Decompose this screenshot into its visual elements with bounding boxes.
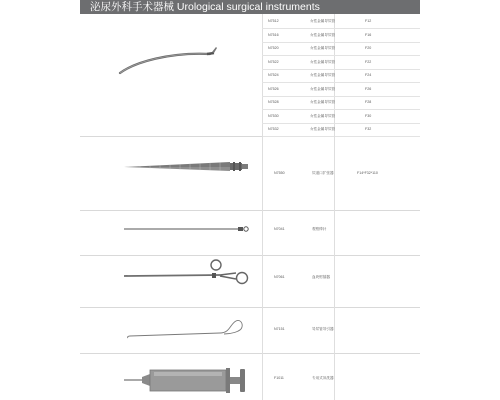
item-code: N7041 bbox=[274, 227, 285, 231]
item-code: N7151 bbox=[274, 327, 285, 331]
section-guide-wire bbox=[80, 307, 420, 354]
item-name: 导尿管导引器 bbox=[312, 327, 334, 331]
item-size: F24 bbox=[365, 73, 372, 77]
guide-wire-icon bbox=[80, 307, 262, 353]
item-name: 女性金属导尿管 bbox=[310, 86, 336, 91]
item-code: N7550 bbox=[274, 171, 285, 175]
straight-rod-icon bbox=[80, 210, 262, 255]
divider bbox=[334, 353, 335, 400]
item-size: F28 bbox=[365, 100, 372, 104]
item-code: N7524 bbox=[268, 73, 279, 77]
item-code: N7516 bbox=[268, 32, 279, 37]
item-name: 女性金属导尿管 bbox=[310, 59, 336, 64]
table-row bbox=[262, 110, 420, 124]
table-row bbox=[262, 56, 420, 70]
item-size: F16 bbox=[365, 32, 372, 37]
item-name: 女性金属导尿管 bbox=[310, 73, 336, 77]
item-code: F1011 bbox=[274, 376, 284, 380]
table-row bbox=[262, 96, 420, 110]
divider bbox=[262, 210, 263, 255]
item-code: N7528 bbox=[268, 100, 279, 104]
item-size: F22 bbox=[365, 59, 372, 64]
table-row bbox=[262, 29, 420, 43]
table-row bbox=[262, 15, 420, 29]
page-title: 泌尿外科手术器械 Urological surgical instruments bbox=[90, 1, 320, 13]
table-row bbox=[262, 42, 420, 56]
table-row bbox=[262, 69, 420, 83]
item-code: N7522 bbox=[268, 59, 279, 64]
item-code: N7061 bbox=[274, 275, 285, 279]
item-name: 女性金属导尿管 bbox=[310, 113, 336, 118]
item-name: 女性金属导尿管 bbox=[310, 100, 336, 104]
item-name: 血块钳插器 bbox=[312, 275, 330, 279]
item-name: 女性金属导尿管 bbox=[310, 127, 336, 131]
section-observation-rod bbox=[80, 210, 420, 256]
item-name: 女性金属导尿管 bbox=[310, 19, 336, 23]
curved-sound-icon bbox=[80, 14, 262, 136]
item-code: N7512 bbox=[268, 19, 279, 23]
forceps-icon bbox=[80, 255, 262, 307]
item-name: 专用式冲洗器 bbox=[312, 376, 334, 380]
divider bbox=[334, 307, 335, 353]
item-size: F12 bbox=[365, 19, 372, 23]
divider bbox=[262, 307, 263, 353]
section-urethral-sound bbox=[80, 14, 420, 137]
divider bbox=[262, 353, 263, 400]
divider bbox=[334, 210, 335, 255]
divider bbox=[262, 255, 263, 307]
item-code: N7520 bbox=[268, 46, 279, 50]
item-size: F32 bbox=[365, 127, 372, 131]
item-code: N7530 bbox=[268, 113, 279, 118]
syringe-icon bbox=[80, 353, 262, 400]
item-code: N7526 bbox=[268, 86, 279, 91]
item-name: 观察棒针 bbox=[312, 227, 327, 231]
item-code: N7532 bbox=[268, 127, 279, 131]
divider bbox=[334, 255, 335, 307]
item-name: 女性金属导尿管 bbox=[310, 32, 336, 37]
section-urethral-dilator bbox=[80, 136, 420, 211]
item-size: F30 bbox=[365, 113, 372, 118]
item-name: 女性金属导尿管 bbox=[310, 46, 336, 50]
item-name: 尿道口扩张器 bbox=[312, 171, 334, 175]
section-hemostatic-forceps bbox=[80, 255, 420, 308]
divider bbox=[262, 136, 263, 210]
item-size: F26 bbox=[365, 86, 372, 91]
section-irrigation-syringe bbox=[80, 353, 420, 400]
item-size: F20 bbox=[365, 46, 372, 50]
graduated-dilator-icon bbox=[80, 136, 262, 210]
table-row bbox=[262, 83, 420, 97]
divider bbox=[334, 136, 335, 210]
instrument-catalog bbox=[80, 14, 420, 400]
item-size: F14*F32*110 bbox=[357, 171, 378, 175]
